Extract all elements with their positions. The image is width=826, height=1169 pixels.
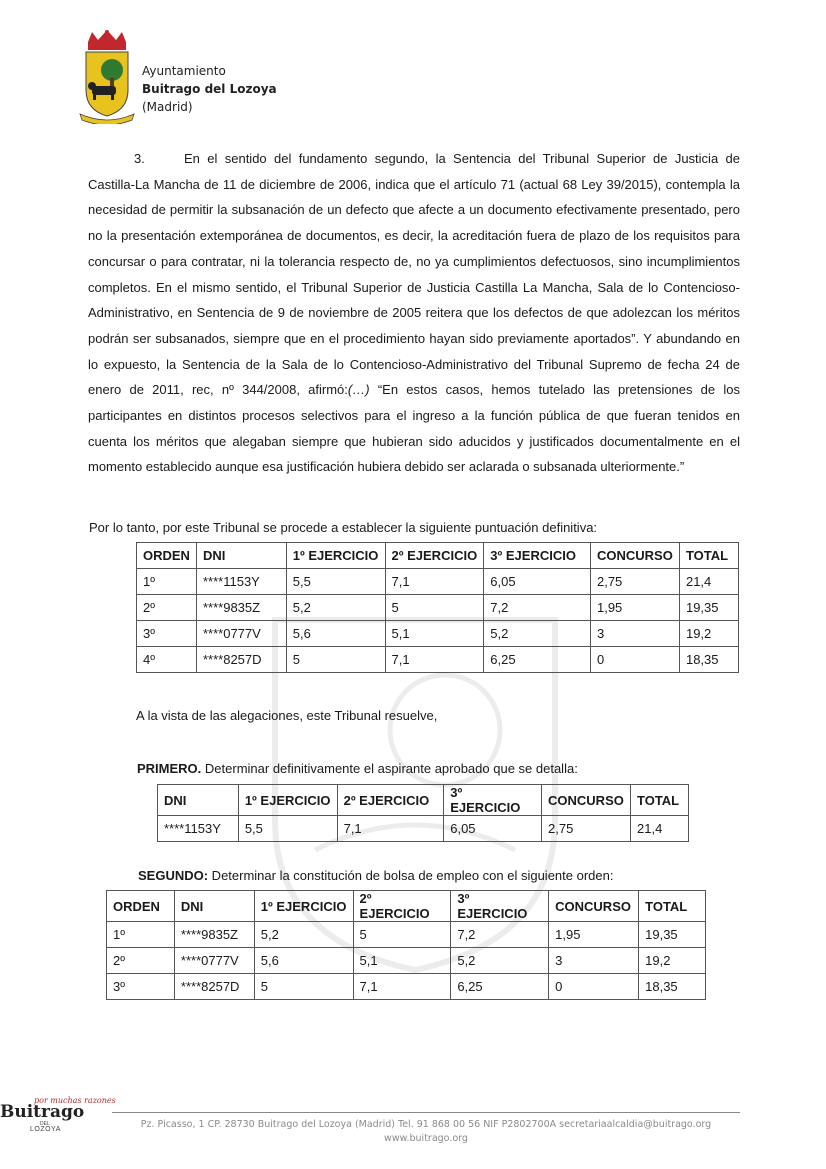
table-cell: 5,5 [286,569,385,595]
table-cell: 5 [353,922,451,948]
table-cell: 18,35 [639,974,706,1000]
table-cell: ****0777V [196,621,286,647]
paragraph-number: 3. [134,151,145,166]
table-cell: 5 [286,647,385,673]
column-header: TOTAL [631,785,689,816]
table-cell: 7,2 [451,922,549,948]
table-cell: ****1153Y [196,569,286,595]
column-header: 2º EJERCICIO [353,891,451,922]
coat-of-arms-logo [78,30,136,124]
table-cell: 2,75 [542,816,631,842]
column-header: 1º EJERCICIO [286,543,385,569]
column-header: CONCURSO [542,785,631,816]
table-cell: 7,2 [484,595,591,621]
column-header: 2º EJERCICIO [337,785,444,816]
table-cell: 4º [137,647,197,673]
table-cell: 5,1 [385,621,484,647]
table-cell: 5,2 [484,621,591,647]
intro-line: Por lo tanto, por este Tribunal se procede a establecer la siguiente puntuación definitiva: [89,520,598,535]
table-cell: 3º [107,974,175,1000]
table-cell: 6,05 [484,569,591,595]
table-row [137,647,739,673]
table-row [107,974,706,1000]
table-cell: 3 [590,621,679,647]
primero-label: PRIMERO. [137,761,202,776]
column-header: CONCURSO [549,891,639,922]
table-cell: 5,6 [254,948,353,974]
table-row [137,621,739,647]
table-cell: 6,25 [451,974,549,1000]
column-header: DNI [158,785,239,816]
column-header: DNI [174,891,254,922]
column-header: CONCURSO [590,543,679,569]
footer-website: www.buitrago.org [384,1133,468,1144]
table-cell: 7,1 [385,647,484,673]
primero-line [137,760,578,778]
paragraph-text-2: “En estos casos, hemos tutelado las pretensiones de los participantes en distintos procesos selectivos para el ingreso a la función pública de que fueran tenidos en cuenta los méritos que alegaban siempre que hubieran sido aducidos y justificados documentalmente en el momento establecido aunque esa justificación hubiera debido ser aclarada o subsanada ulteriormente.” [88,382,740,475]
column-header: TOTAL [639,891,706,922]
table-row [158,816,689,842]
table-cell: 5,2 [286,595,385,621]
table-cell: ****9835Z [196,595,286,621]
table-cell: 5,1 [353,948,451,974]
table-row [107,922,706,948]
paragraph-text-1: En el sentido del fundamento segundo, la Sentencia del Tribunal Superior de Justicia de Castilla-La Mancha de 11 de diciembre de 2006, indica que el artículo 71 (actual 68 Ley 39/2015), contempla la necesidad de permitir la subsanación de un defecto que afecte a un documento efectivamente presentado, pero no la presentación extemporánea de documentos, es decir, la acreditación fuera de plazo de los requisitos para concursar o para contratar, ni la tolerancia respecto de, no ya cumplimientos defectuosos, sino incumplimientos completos. En el mismo sentido, el Tribunal Superior de Justicia Castilla La Mancha, Sala de lo Contencioso-Administrativo, en Sentencia de 9 de noviembre de 2005 reitera que los defectos de que adolezcan los méritos podrán ser subsanados, siempre que en el procedimiento hayan sido previamente aportados”. Y abundando en lo expuesto, la Sentencia de la Sala de lo Contencioso-Administrativo del Tribunal Supremo de fecha 24 de enero de 2011, rec, nº 344/2008, afirmó: [88,151,740,398]
column-header: 3º EJERCICIO [444,785,542,816]
column-header: ORDEN [107,891,175,922]
table-cell: 5,2 [451,948,549,974]
approved-candidate-table [157,784,689,842]
column-header: DNI [196,543,286,569]
column-header: TOTAL [679,543,738,569]
org-line-3: (Madrid) [142,100,193,114]
table-cell: 7,1 [337,816,444,842]
table-cell: 1,95 [590,595,679,621]
table-row [107,948,706,974]
column-header: 3º EJERCICIO [451,891,549,922]
table-cell: 21,4 [631,816,689,842]
table-cell: 7,1 [353,974,451,1000]
table-cell: ****8257D [196,647,286,673]
table-cell: 19,35 [679,595,738,621]
footer-brand-sub: LOZOYA [30,1126,61,1133]
table-cell: 18,35 [679,647,738,673]
table-cell: ****0777V [174,948,254,974]
scores-table [136,542,739,673]
footer-brand-tagline: por muchas razones [34,1096,116,1105]
table-cell: 1º [107,922,175,948]
footer-divider [112,1112,740,1113]
table-cell: 5 [385,595,484,621]
primero-text: Determinar definitivamente el aspirante aprobado que se detalla: [201,761,578,776]
table-cell: 19,2 [679,621,738,647]
segundo-line [138,867,613,885]
column-header: ORDEN [137,543,197,569]
column-header: 3º EJERCICIO [484,543,591,569]
table-cell: 19,35 [639,922,706,948]
org-line-2: Buitrago del Lozoya [142,82,277,96]
table-cell: 0 [549,974,639,1000]
table-cell: 3º [137,621,197,647]
table-cell: 5,2 [254,922,353,948]
footer-contact [112,1118,740,1146]
table-header-row [107,891,706,922]
table-cell: 7,1 [385,569,484,595]
table-cell: 5,5 [238,816,337,842]
employment-pool-table [106,890,706,1000]
table-cell: 0 [590,647,679,673]
table-header-row [137,543,739,569]
table-header-row [158,785,689,816]
table-cell: ****1153Y [158,816,239,842]
footer-brand-name: Buitrago [0,1102,85,1122]
table-cell: 1º [137,569,197,595]
table-cell: 1,95 [549,922,639,948]
table-cell: ****9835Z [174,922,254,948]
footer-address: Pz. Picasso, 1 CP. 28730 Buitrago del Lozoya (Madrid) Tel. 91 868 00 56 NIF P2802700A secretariaalcaldia@buitrago.org [140,1119,712,1130]
table-row [137,595,739,621]
table-cell: 6,25 [484,647,591,673]
footer-brand-del: DEL [40,1121,50,1127]
table-cell: 5,6 [286,621,385,647]
table-cell: 2,75 [590,569,679,595]
column-header: 1º EJERCICIO [254,891,353,922]
paragraph-ellipsis: (…) [347,382,370,398]
table-cell: ****8257D [174,974,254,1000]
segundo-label: SEGUNDO: [138,868,209,883]
table-cell: 2º [137,595,197,621]
organization-name [142,62,277,116]
resolve-line: A la vista de las alegaciones, este Tribunal resuelve, [136,708,438,723]
column-header: 2º EJERCICIO [385,543,484,569]
table-cell: 5 [254,974,353,1000]
segundo-text: Determinar la constitución de bolsa de empleo con el siguiente orden: [208,868,614,883]
org-line-1: Ayuntamiento [142,64,226,78]
table-cell: 19,2 [639,948,706,974]
table-cell: 6,05 [444,816,542,842]
table-cell: 2º [107,948,175,974]
table-cell: 21,4 [679,569,738,595]
table-row [137,569,739,595]
table-cell: 3 [549,948,639,974]
footer-brand-logo [0,1092,120,1134]
legal-paragraph [88,146,740,480]
column-header: 1º EJERCICIO [238,785,337,816]
